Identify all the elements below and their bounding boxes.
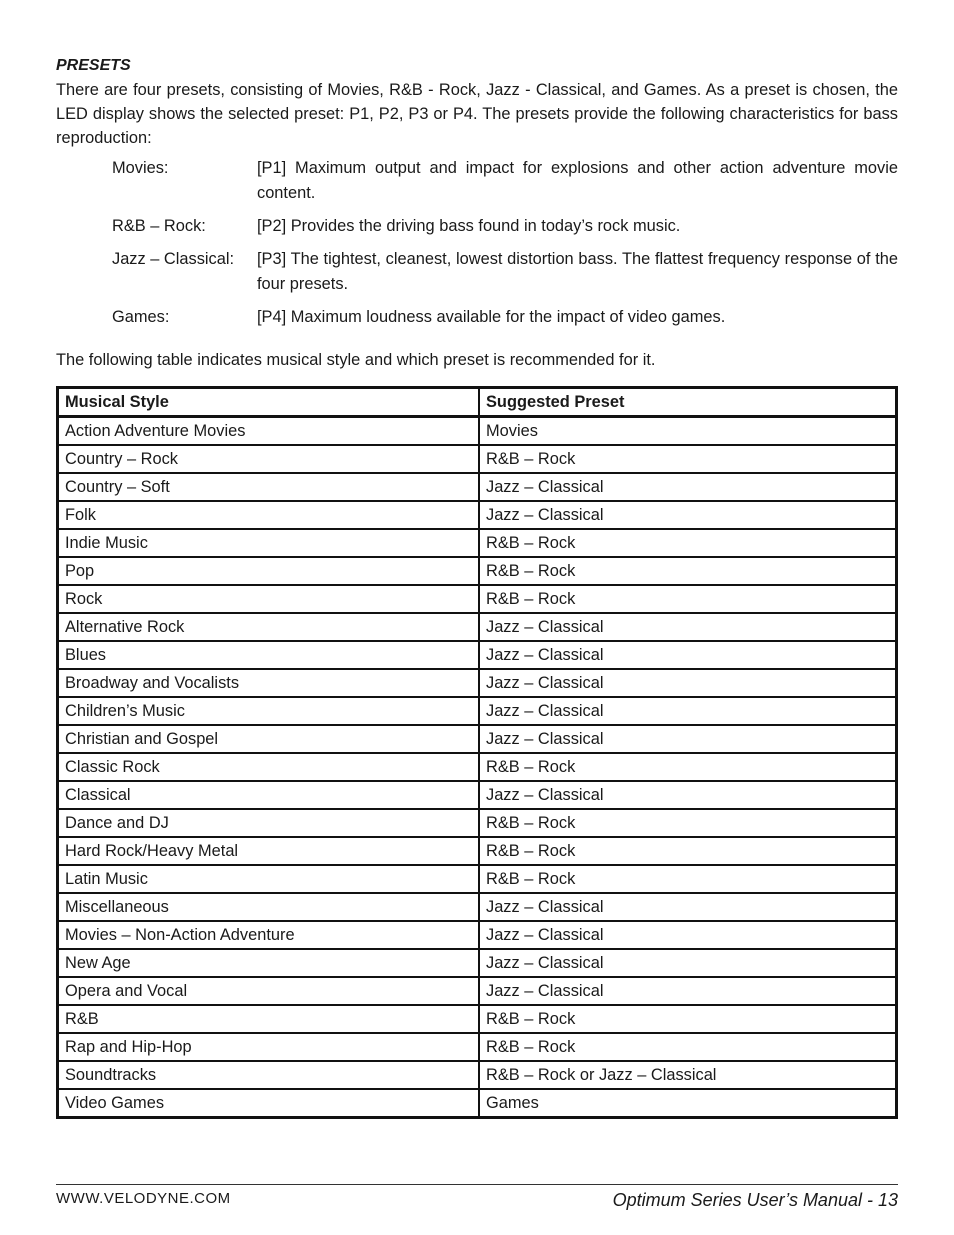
table-row [58, 725, 897, 753]
document-body [56, 56, 898, 372]
cell-preset: R&B – Rock [479, 753, 897, 781]
table-row [58, 613, 897, 641]
table-header-row [58, 388, 897, 417]
cell-preset: R&B – Rock [479, 809, 897, 837]
table-row [58, 641, 897, 669]
cell-preset: Jazz – Classical [479, 501, 897, 529]
cell-style: Broadway and Vocalists [58, 669, 480, 697]
cell-preset: R&B – Rock [479, 865, 897, 893]
cell-style: Video Games [58, 1089, 480, 1118]
cell-style: Hard Rock/Heavy Metal [58, 837, 480, 865]
cell-style: Pop [58, 557, 480, 585]
cell-style: Movies – Non-Action Adventure [58, 921, 480, 949]
cell-style: Dance and DJ [58, 809, 480, 837]
cell-preset: Jazz – Classical [479, 725, 897, 753]
cell-preset: R&B – Rock [479, 445, 897, 473]
table-row [58, 893, 897, 921]
table-row [58, 1005, 897, 1033]
table-row [58, 501, 897, 529]
cell-style: New Age [58, 949, 480, 977]
cell-style: Blues [58, 641, 480, 669]
cell-preset: R&B – Rock [479, 1033, 897, 1061]
cell-preset: R&B – Rock or Jazz – Classical [479, 1061, 897, 1089]
cell-style: Opera and Vocal [58, 977, 480, 1005]
cell-preset: Jazz – Classical [479, 613, 897, 641]
preset-name: Games: [112, 308, 170, 326]
preset-description: [P1] Maximum output and impact for explosions and other action adventure movie content. [257, 159, 898, 202]
preset-name: R&B – Rock: [112, 217, 206, 235]
cell-preset: Games [479, 1089, 897, 1118]
table-row [58, 557, 897, 585]
preset-item-jazz-classical [112, 247, 898, 297]
cell-style: R&B [58, 1005, 480, 1033]
preset-table [56, 386, 898, 1119]
table-row [58, 585, 897, 613]
cell-style: Indie Music [58, 529, 480, 557]
table-row [58, 809, 897, 837]
table-row [58, 417, 897, 446]
cell-preset: Jazz – Classical [479, 697, 897, 725]
table-row [58, 529, 897, 557]
preset-description: [P2] Provides the driving bass found in today’s rock music. [257, 217, 681, 235]
table-row [58, 837, 897, 865]
cell-style: Action Adventure Movies [58, 417, 480, 446]
table-row [58, 1061, 897, 1089]
preset-item-movies [112, 156, 898, 206]
cell-preset: Jazz – Classical [479, 669, 897, 697]
table-row [58, 865, 897, 893]
cell-preset: R&B – Rock [479, 585, 897, 613]
cell-style: Classical [58, 781, 480, 809]
intro-paragraph: There are four presets, consisting of Movies, R&B - Rock, Jazz - Classical, and Games. As a preset is chosen, the LED display shows the selected preset: P1, P2, P3 or P4. The presets provide the following characteristics for bass reproduction: [56, 81, 898, 147]
table-intro: The following table indicates musical style and which preset is recommended for it. [56, 351, 656, 369]
preset-list [112, 156, 898, 330]
table-body [58, 417, 897, 1118]
cell-preset: Jazz – Classical [479, 893, 897, 921]
cell-style: Folk [58, 501, 480, 529]
column-header-style: Musical Style [58, 388, 480, 417]
footer-page-label: Optimum Series User’s Manual - 13 [612, 1190, 898, 1210]
cell-style: Latin Music [58, 865, 480, 893]
table-row [58, 1089, 897, 1118]
cell-preset: R&B – Rock [479, 837, 897, 865]
cell-preset: Jazz – Classical [479, 641, 897, 669]
cell-style: Country – Soft [58, 473, 480, 501]
cell-preset: Jazz – Classical [479, 781, 897, 809]
footer-website: WWW.VELODYNE.COM [56, 1190, 231, 1207]
cell-style: Rock [58, 585, 480, 613]
cell-preset: Jazz – Classical [479, 473, 897, 501]
table-row [58, 921, 897, 949]
cell-preset: R&B – Rock [479, 1005, 897, 1033]
preset-description: [P4] Maximum loudness available for the impact of video games. [257, 308, 726, 326]
section-heading: PRESETS [56, 57, 131, 74]
footer-divider [56, 1184, 898, 1185]
cell-preset: R&B – Rock [479, 557, 897, 585]
cell-style: Children’s Music [58, 697, 480, 725]
table-row [58, 949, 897, 977]
cell-preset: Jazz – Classical [479, 977, 897, 1005]
cell-preset: R&B – Rock [479, 529, 897, 557]
cell-style: Country – Rock [58, 445, 480, 473]
table-row [58, 669, 897, 697]
preset-item-rnb-rock [112, 214, 898, 239]
cell-preset: Jazz – Classical [479, 921, 897, 949]
table-row [58, 977, 897, 1005]
table-row [58, 445, 897, 473]
table-row [58, 1033, 897, 1061]
preset-name: Movies: [112, 159, 169, 177]
preset-item-games [112, 305, 898, 330]
table-row [58, 753, 897, 781]
table-row [58, 697, 897, 725]
cell-style: Rap and Hip-Hop [58, 1033, 480, 1061]
cell-style: Soundtracks [58, 1061, 480, 1089]
table-row [58, 473, 897, 501]
column-header-preset: Suggested Preset [479, 388, 897, 417]
cell-style: Christian and Gospel [58, 725, 480, 753]
cell-style: Miscellaneous [58, 893, 480, 921]
cell-style: Alternative Rock [58, 613, 480, 641]
preset-description: [P3] The tightest, cleanest, lowest distortion bass. The flattest frequency response of the four presets. [257, 250, 898, 293]
table-row [58, 781, 897, 809]
cell-preset: Jazz – Classical [479, 949, 897, 977]
cell-style: Classic Rock [58, 753, 480, 781]
cell-preset: Movies [479, 417, 897, 446]
preset-name: Jazz – Classical: [112, 250, 235, 268]
